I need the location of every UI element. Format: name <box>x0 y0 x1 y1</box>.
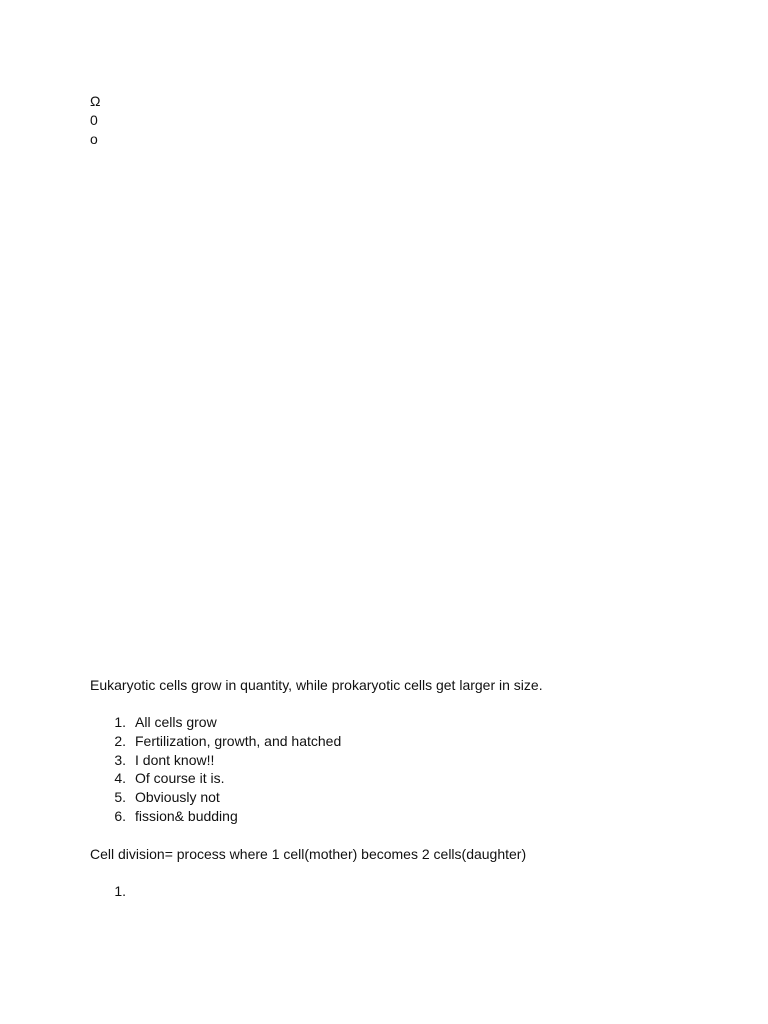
list-item-text: All cells grow <box>135 714 217 730</box>
list-number: 1. <box>114 714 126 730</box>
list-item <box>90 788 341 807</box>
list-item <box>90 882 135 901</box>
omega-symbol: Ω <box>90 93 101 109</box>
list-number: 4. <box>114 770 126 787</box>
list-item-text: fission& budding <box>135 807 238 824</box>
list-item <box>90 769 341 788</box>
list-item <box>90 807 341 826</box>
list-item <box>90 732 341 751</box>
list-item-text: Obviously not <box>135 789 220 806</box>
cell-division-definition: Cell division= process where 1 cell(mother) becomes 2 cells(daughter) <box>90 846 527 862</box>
list-number: 3. <box>114 751 126 768</box>
list-item-text: Fertilization, growth, and hatched <box>135 732 342 749</box>
list-number: 1. <box>114 883 126 899</box>
second-list <box>90 882 135 901</box>
list-item-text: Of course it is. <box>135 770 225 787</box>
symbol-column <box>90 92 100 149</box>
zero-symbol: 0 <box>90 112 98 128</box>
list-item-text: I dont know!! <box>135 751 215 768</box>
answers-list <box>90 713 341 826</box>
lowercase-o-symbol: o <box>90 131 98 147</box>
list-item <box>90 751 341 770</box>
list-number: 5. <box>114 789 126 806</box>
list-number: 6. <box>114 807 126 824</box>
intro-paragraph: Eukaryotic cells grow in quantity, while prokaryotic cells get larger in size. <box>90 677 543 693</box>
list-item <box>90 713 341 732</box>
list-number: 2. <box>114 732 126 749</box>
